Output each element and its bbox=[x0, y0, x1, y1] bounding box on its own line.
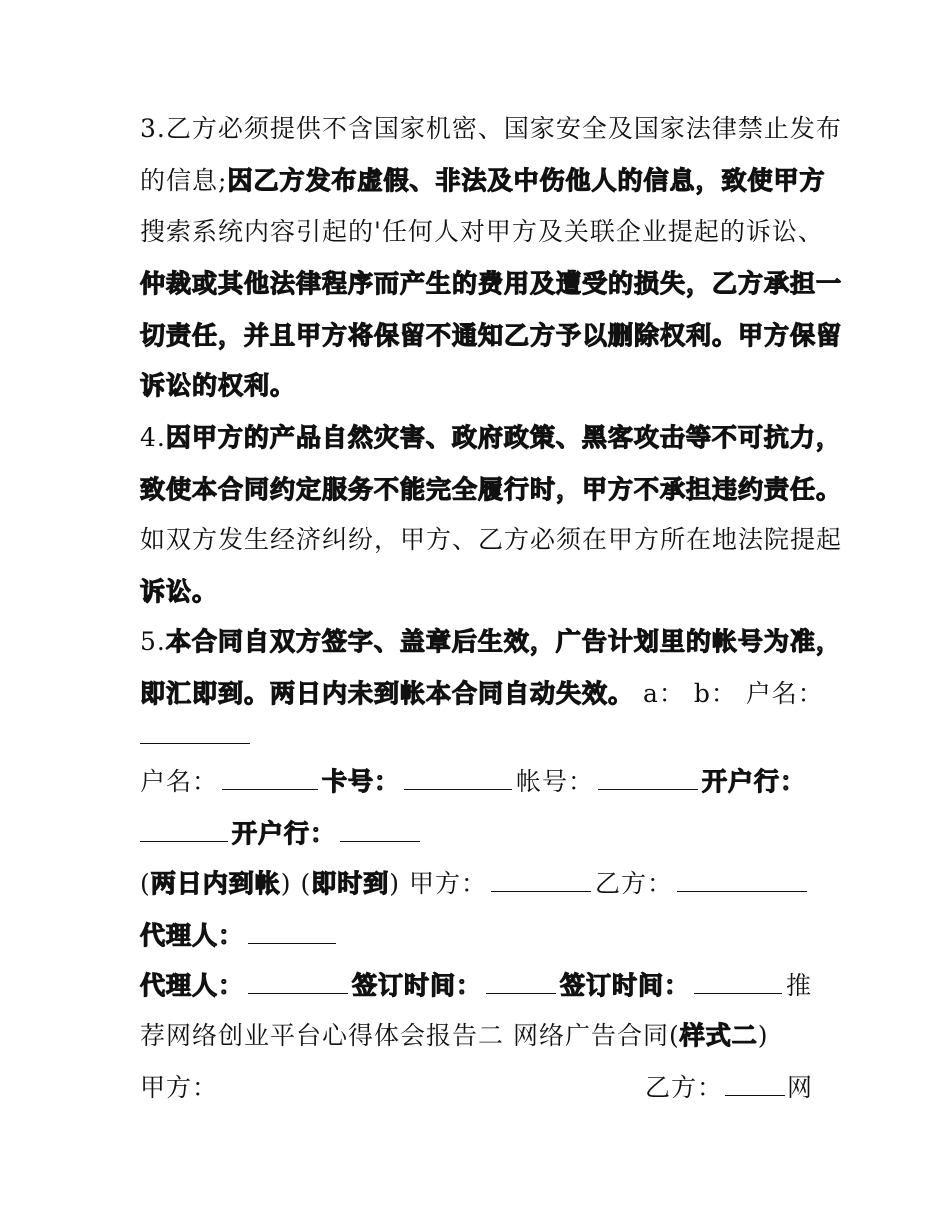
outlined-text: 样式二 bbox=[679, 1021, 758, 1050]
text: 5. bbox=[140, 627, 166, 656]
outlined-text: 致使本合同约定服务不能完全履行时，甲方不承担违约责任。 bbox=[140, 475, 843, 504]
party-a-label: 甲方： bbox=[140, 1073, 219, 1102]
clause-4-line-1 bbox=[140, 420, 842, 456]
clause-3-line-5 bbox=[140, 318, 843, 354]
account-line-1 bbox=[140, 764, 820, 800]
blank-line bbox=[140, 718, 820, 754]
text: 户名： bbox=[140, 767, 219, 796]
outlined-text: 仲裁或其他法律程序而产生的费用及遭受的损失，乙方承担一 bbox=[140, 269, 843, 298]
clause-5-line-2 bbox=[140, 676, 824, 712]
blank-field bbox=[486, 971, 556, 994]
outlined-text: 代理人： bbox=[140, 921, 245, 950]
text: 如双方发生经济纠纷，甲方、乙方必须在甲方所在地法院提起 bbox=[140, 525, 843, 554]
clause-3-line-3 bbox=[140, 214, 824, 250]
blank-field bbox=[491, 869, 591, 892]
clause-3-line-4 bbox=[140, 266, 843, 302]
party-b-group bbox=[645, 1070, 813, 1106]
text: a： b： 户名： bbox=[634, 679, 824, 708]
text: 网 bbox=[787, 1073, 814, 1102]
blank-field bbox=[404, 767, 512, 790]
blank-field bbox=[140, 819, 228, 842]
signature-line-1 bbox=[140, 866, 820, 902]
clause-4-line-3 bbox=[140, 522, 843, 558]
blank-field bbox=[248, 921, 336, 944]
text: 搜索系统内容引起的'任何人对甲方及关联企业提起的诉讼、 bbox=[140, 217, 824, 246]
outlined-text: 切责任，并且甲方将保留不通知乙方予以删除权利。甲方保留 bbox=[140, 321, 843, 350]
outlined-text: 开户行： bbox=[232, 819, 337, 848]
text: ) bbox=[757, 1021, 769, 1050]
outlined-text: 开户行： bbox=[702, 767, 807, 796]
blank-field bbox=[340, 819, 420, 842]
outlined-text: 即时到 bbox=[311, 869, 390, 898]
parties-line bbox=[140, 1070, 820, 1106]
blank-field bbox=[694, 971, 782, 994]
text: 3.乙方必须提供不含国家机密、国家安全及国家法律禁止发布 bbox=[140, 114, 842, 143]
account-line-2 bbox=[140, 816, 820, 852]
outlined-text: 诉讼。 bbox=[140, 577, 219, 606]
blank-field bbox=[222, 767, 318, 790]
agent-line-1 bbox=[140, 918, 820, 954]
text: 的信息; bbox=[140, 166, 228, 195]
clause-4-line-2 bbox=[140, 472, 843, 508]
text: 乙方： bbox=[594, 869, 673, 898]
blank-field bbox=[677, 869, 807, 892]
outlined-text: 签订时间： bbox=[560, 971, 691, 1000]
outlined-text: 因乙方发布虚假、非法及中伤他人的信息，致使甲方 bbox=[227, 166, 826, 195]
text: ) ( bbox=[280, 869, 312, 898]
outlined-text: 因甲方的产品自然灾害、政府政策、黑客攻击等不可抗力， bbox=[165, 423, 842, 452]
outlined-text: 两日内到帐 bbox=[150, 869, 281, 898]
party-b-label: 乙方： bbox=[645, 1073, 724, 1102]
clause-3-line-2 bbox=[140, 163, 826, 199]
blank-field bbox=[248, 971, 348, 994]
blank-field bbox=[598, 767, 698, 790]
text: ) 甲方： bbox=[389, 869, 487, 898]
clause-4-line-4 bbox=[140, 574, 820, 610]
text: 荐网络创业平台心得体会报告二 网络广告合同( bbox=[140, 1021, 680, 1050]
clause-5-line-1 bbox=[140, 624, 842, 660]
outlined-text: 本合同自双方签字、盖章后生效，广告计划里的帐号为准， bbox=[165, 627, 842, 656]
outlined-text: 诉讼的权利。 bbox=[140, 371, 297, 400]
outlined-text: 卡号： bbox=[322, 767, 401, 796]
title-line bbox=[140, 1018, 820, 1054]
clause-3-line-1 bbox=[140, 111, 842, 147]
outlined-text: 即汇即到。两日内未到帐本合同自动失效。 bbox=[140, 679, 635, 708]
text: 4. bbox=[140, 423, 166, 452]
outlined-text: 签订时间： bbox=[352, 971, 483, 1000]
blank-field bbox=[140, 721, 250, 744]
text: 帐号： bbox=[516, 767, 595, 796]
text: 推 bbox=[786, 971, 813, 1000]
agent-line-2 bbox=[140, 968, 820, 1004]
clause-3-line-6 bbox=[140, 368, 820, 404]
blank-field bbox=[725, 1073, 785, 1096]
text: ( bbox=[140, 869, 151, 898]
outlined-text: 代理人： bbox=[140, 971, 245, 1000]
